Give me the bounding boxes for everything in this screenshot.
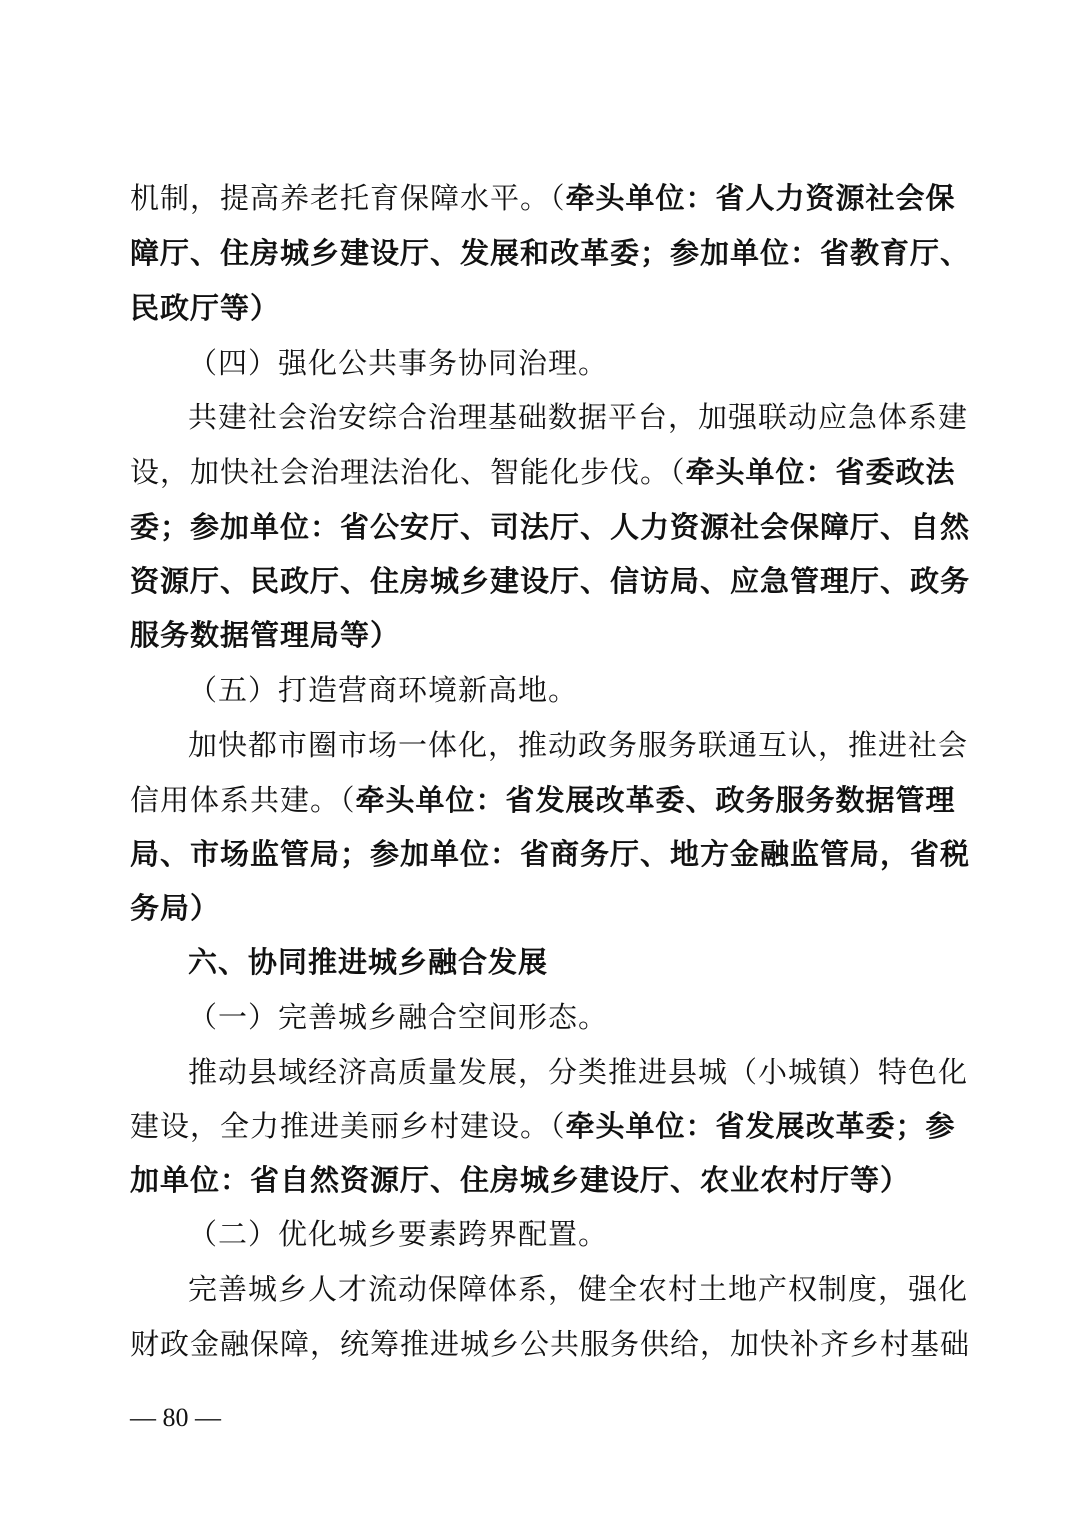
page-number: — 80 — (130, 1403, 221, 1432)
text-line: 障厅、住房城乡建设厅、发展和改革委；参加单位：省教育厅、 (130, 236, 971, 270)
text-line: 局、市场监管局；参加单位：省商务厅、地方金融监管局，省税 (130, 837, 971, 871)
text-line: 财政金融保障，统筹推进城乡公共服务供给，加快补齐乡村基础 (130, 1327, 971, 1361)
text-line: 资源厅、民政厅、住房城乡建设厅、信访局、应急管理厅、政务 (130, 564, 971, 598)
lead-unit-text: 牵头单位：省发展改革委；参 (565, 1109, 956, 1143)
text-line: 加单位：省自然资源厅、住房城乡建设厅、农业农村厅等） (130, 1163, 911, 1197)
lead-unit-text: 牵头单位：省发展改革委、政务服务数据管理 (355, 783, 956, 817)
text-line (130, 452, 956, 492)
subsection-heading: （二）优化城乡要素跨界配置。 (188, 1217, 609, 1251)
text-line: 加快都市圈市场一体化，推动政务服务联通互认，推进社会 (188, 728, 969, 762)
text-line: 委；参加单位：省公安厅、司法厅、人力资源社会保障厅、自然 (130, 510, 971, 544)
body-text: 机制，提高养老托育保障水平。（ (130, 181, 566, 215)
section-heading: 六、协同推进城乡融合发展 (188, 945, 549, 979)
subsection-heading: （五）打造营商环境新高地。 (188, 673, 579, 707)
text-line: 推动县域经济高质量发展，分类推进县城（小城镇）特色化 (188, 1055, 969, 1089)
text-line: 务局） (130, 891, 221, 925)
subsection-heading: （四）强化公共事务协同治理。 (188, 346, 609, 380)
body-text: 信用体系共建。（ (130, 783, 356, 817)
text-line (130, 178, 956, 218)
text-line: 服务数据管理局等） (130, 618, 401, 652)
subsection-heading: （一）完善城乡融合空间形态。 (188, 1000, 609, 1034)
text-line (130, 1106, 956, 1146)
body-text: 建设，全力推进美丽乡村建设。（ (130, 1109, 566, 1143)
lead-unit-text: 牵头单位：省人力资源社会保 (565, 181, 956, 215)
text-line (130, 780, 956, 820)
body-text: 设，加快社会治理法治化、智能化步伐。（ (130, 455, 686, 489)
text-line: 完善城乡人才流动保障体系，健全农村土地产权制度，强化 (188, 1272, 969, 1306)
text-line: 民政厅等） (130, 291, 281, 325)
lead-unit-text: 牵头单位：省委政法 (685, 455, 956, 489)
text-line: 共建社会治安综合治理基础数据平台，加强联动应急体系建 (188, 400, 969, 434)
